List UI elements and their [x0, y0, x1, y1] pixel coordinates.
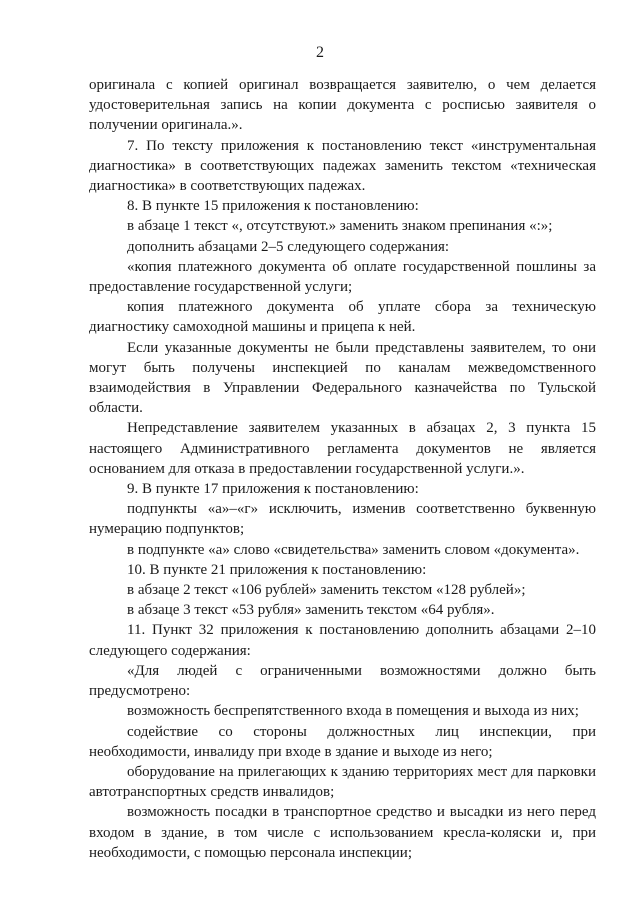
paragraph: в абзаце 2 текст «106 рублей» заменить текстом «128 рублей»; — [127, 582, 526, 599]
paragraph: возможность посадки в транспортное средство и высадки из него перед входом в здание, в том числе с использованием кресла-коляски и, при необходимости, с помощью персонала инспекции; — [89, 804, 596, 861]
paragraph: в подпункте «а» слово «свидетельства» заменить словом «документа». — [127, 541, 580, 558]
paragraph: содействие со стороны должностных лиц инспекции, при необходимости, инвалиду при входе в здание и выходе из него; — [89, 723, 596, 760]
paragraph: в абзаце 3 текст «53 рубля» заменить текстом «64 рубля». — [127, 602, 495, 619]
paragraph: дополнить абзацами 2–5 следующего содержания: — [127, 238, 450, 255]
page-number: 2 — [316, 44, 324, 61]
paragraph-item-9: 9. В пункте 17 приложения к постановлению: — [127, 481, 419, 498]
paragraph: Непредставление заявителем указанных в абзацах 2, 3 пункта 15 настоящего Административного регламента документов не является основанием для отказа в предоставлении государственной услуги.». — [89, 420, 596, 477]
paragraph-continuation: оригинала с копией оригинал возвращается заявителю, о чем делается удостоверительная запись на копии документа с росписью заявителя о получении оригинала.». — [89, 77, 596, 134]
paragraph: «Для людей с ограниченными возможностями должно быть предусмотрено: — [89, 662, 596, 700]
paragraph-item-7: 7. По тексту приложения к постановлению текст «инструментальная диагностика» в соответствующих падежах заменить текстом «техническая диагностика» в соответствующих падежах. — [89, 137, 596, 195]
paragraph-item-8: 8. В пункте 15 приложения к постановлению: — [127, 198, 419, 215]
paragraph: в абзаце 1 текст «, отсутствуют.» заменить знаком препинания «:»; — [127, 218, 553, 235]
paragraph-item-11: 11. Пункт 32 приложения к постановлению дополнить абзацами 2–10 следующего содержания: — [89, 622, 596, 659]
paragraph: подпункты «а»–«г» исключить, изменив соответственно буквенную нумерацию подпунктов; — [89, 501, 596, 538]
paragraph: копия платежного документа об уплате сбора за техническую диагностику самоходной машины и прицепа к ней. — [89, 299, 596, 336]
paragraph: возможность беспрепятственного входа в помещения и выхода из них; — [127, 703, 579, 720]
paragraph: Если указанные документы не были представлены заявителем, то они могут быть получены инспекцией по каналам межведомственного взаимодействия в Управлении Федерального казначейства по Тульской области. — [89, 339, 596, 417]
paragraph: оборудование на прилегающих к зданию территориях мест для парковки автотранспортных средств инвалидов; — [89, 763, 596, 801]
document-body — [89, 75, 596, 863]
paragraph-item-10: 10. В пункте 21 приложения к постановлению: — [127, 561, 427, 578]
paragraph: «копия платежного документа об оплате государственной пошлины за предоставление государственной услуги; — [89, 258, 596, 296]
